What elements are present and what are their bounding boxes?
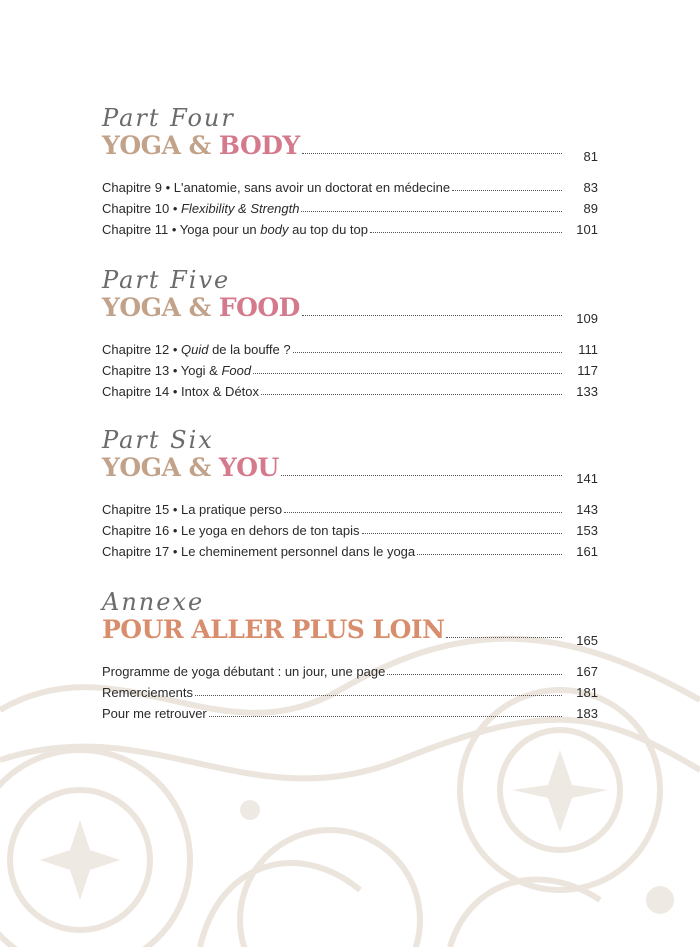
toc-entry[interactable] xyxy=(102,679,598,700)
part-title xyxy=(102,132,300,160)
page-number: 181 xyxy=(576,685,598,700)
page-number: 89 xyxy=(583,201,598,216)
entry-label: Chapitre 17 • Le cheminement personnel dans le yoga xyxy=(102,544,416,559)
part-script-label: Part Four xyxy=(102,104,235,132)
dot-leader xyxy=(387,673,562,675)
part-title xyxy=(102,616,444,644)
part-title xyxy=(102,294,300,322)
dot-leader xyxy=(253,372,562,374)
part-title-b: FOOD xyxy=(218,293,300,322)
entry-label: Programme de yoga débutant : un jour, une page xyxy=(102,664,386,679)
page-number: 109 xyxy=(576,311,598,326)
toc-entry[interactable] xyxy=(102,357,598,378)
page-number: 141 xyxy=(576,471,598,486)
part-title-a: YOGA & xyxy=(102,293,219,322)
page-number: 81 xyxy=(583,149,598,164)
page-number: 143 xyxy=(576,502,598,517)
toc-entry[interactable] xyxy=(102,378,598,399)
toc-part-four xyxy=(102,106,598,237)
toc-entry[interactable] xyxy=(102,700,598,721)
dot-leader xyxy=(362,532,562,534)
dot-leader xyxy=(301,210,562,212)
page-number: 83 xyxy=(583,180,598,195)
toc-part-five xyxy=(102,268,598,399)
toc-entry[interactable] xyxy=(102,195,598,216)
toc-entry[interactable] xyxy=(102,336,598,357)
entry-label: Remerciements xyxy=(102,685,194,700)
entry-label: Chapitre 12 • Quid de la bouffe ? xyxy=(102,342,291,357)
entry-label: Chapitre 14 • Intox & Détox xyxy=(102,384,260,399)
part-script-label: Annexe xyxy=(102,588,205,616)
dot-leader xyxy=(302,314,562,316)
page-number: 165 xyxy=(576,633,598,648)
part-title-a: POUR ALLER PLUS LOIN xyxy=(102,615,445,644)
page-number: 153 xyxy=(576,523,598,538)
toc-entry[interactable] xyxy=(102,658,598,679)
entry-label: Chapitre 15 • La pratique perso xyxy=(102,502,283,517)
page-number: 183 xyxy=(576,706,598,721)
dot-leader xyxy=(281,474,562,476)
dot-leader xyxy=(370,231,562,233)
toc-entry[interactable] xyxy=(102,216,598,237)
part-title-row[interactable] xyxy=(102,614,598,648)
part-script-label: Part Five xyxy=(102,266,231,294)
toc-entry[interactable] xyxy=(102,496,598,517)
part-title-a: YOGA & xyxy=(102,131,219,160)
part-title-a: YOGA & xyxy=(102,453,219,482)
part-title-b: BODY xyxy=(218,131,300,160)
part-title-row[interactable] xyxy=(102,452,598,486)
page-number: 117 xyxy=(577,363,598,378)
entry-label: Chapitre 16 • Le yoga en dehors de ton tapis xyxy=(102,523,360,538)
dot-leader xyxy=(446,636,562,638)
dot-leader xyxy=(417,553,562,555)
dot-leader xyxy=(293,351,562,353)
page-number: 161 xyxy=(576,544,598,559)
page-number: 133 xyxy=(576,384,598,399)
dot-leader xyxy=(261,393,562,395)
dot-leader xyxy=(209,715,562,717)
part-title-row[interactable] xyxy=(102,130,598,164)
dot-leader xyxy=(284,511,562,513)
part-title xyxy=(102,454,279,482)
entry-label: Chapitre 11 • Yoga pour un body au top du top xyxy=(102,222,368,237)
part-title-row[interactable] xyxy=(102,292,598,326)
part-script-label: Part Six xyxy=(102,426,214,454)
entry-label: Pour me retrouver xyxy=(102,706,207,721)
part-title-b: YOU xyxy=(218,453,279,482)
dot-leader xyxy=(302,152,562,154)
entry-label: Chapitre 10 • Flexibility & Strength xyxy=(102,201,300,216)
toc-part-six xyxy=(102,428,598,559)
page-number: 101 xyxy=(576,222,598,237)
toc-entry[interactable] xyxy=(102,174,598,195)
toc-entry[interactable] xyxy=(102,517,598,538)
page-number: 111 xyxy=(578,342,598,357)
dot-leader xyxy=(195,694,562,696)
toc-entry[interactable] xyxy=(102,538,598,559)
page-number: 167 xyxy=(576,664,598,679)
toc-annexe xyxy=(102,590,598,721)
entry-label: Chapitre 13 • Yogi & Food xyxy=(102,363,252,378)
entry-label: Chapitre 9 • L'anatomie, sans avoir un doctorat en médecine xyxy=(102,180,451,195)
dot-leader xyxy=(452,189,562,191)
